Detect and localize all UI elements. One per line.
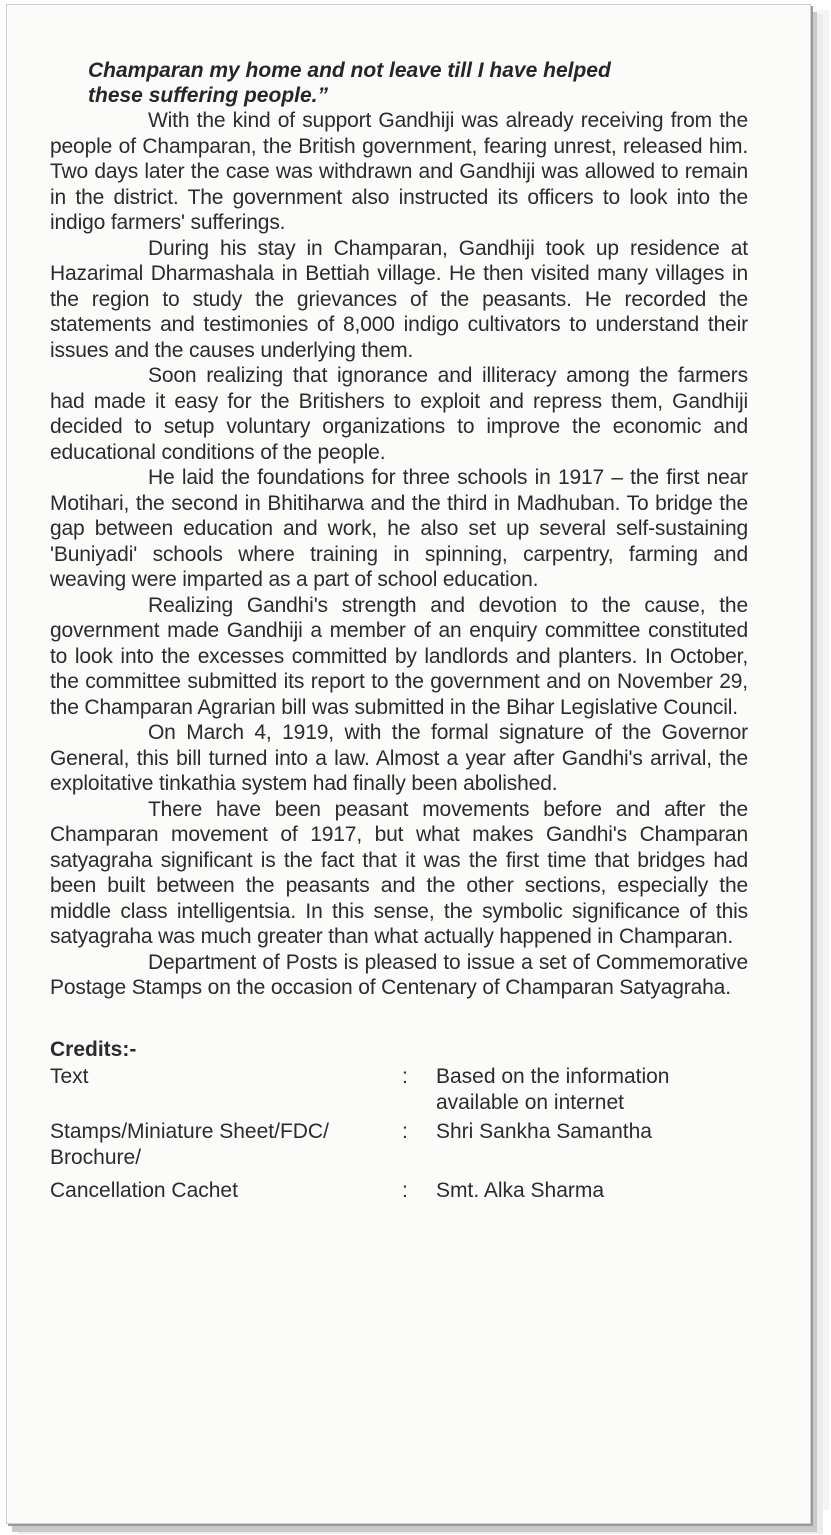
paragraph-organizations: Soon realizing that ignorance and illiteracy among the farmers had made it easy for the Britishers to exploit and repress them, Gandhiji decided to setup voluntary organizations to improve the economic and educational conditions of the people.	[50, 364, 748, 464]
quote-line-2: these suffering people.”	[88, 84, 328, 107]
paragraph-schools: He laid the foundations for three schools in 1917 – the first near Motihari, the second in Bhitiharwa and the third in Madhuban. To bridge the gap between education and work, he also set up several self-sustaining 'Buniyadi' schools where training in spinning, carpentry, farming and weaving were imparted as a part of school education.	[50, 466, 748, 591]
paragraph-stamps: Department of Posts is pleased to issue a set of Commemorative Postage Stamps on the occasion of Centenary of Champaran Satyagraha.	[50, 950, 748, 999]
credits-heading: Credits:-	[50, 1037, 137, 1061]
credit-value	[436, 1119, 736, 1170]
credit-value-line: available on internet	[436, 1090, 624, 1114]
paragraph-significance: There have been peasant movements before and after the Champaran movement of 1917, but what makes Gandhi's Champaran satyagraha significant is the fact that it was the first time that bridges had been built between the peasants and the other sections, especially the middle class intelligentsia. In this sense, the symbolic significance of this satyagraha was much greater than what actually happened in Champaran.	[50, 797, 748, 948]
credit-value-line: Based on the information	[436, 1065, 670, 1088]
credit-value	[436, 1178, 736, 1204]
brochure-text	[50, 58, 748, 1204]
credit-value-line: Shri Sankha Samantha	[436, 1120, 652, 1143]
paragraph-law: On March 4, 1919, with the formal signature of the Governor General, this bill turned into a law. Almost a year after Gandhi's arrival, the exploitative tinkathia system had finally been abolished.	[50, 721, 748, 795]
credit-label	[50, 1064, 402, 1115]
paragraph-committee: Realizing Gandhi's strength and devotion to the cause, the government made Gandhiji a member of an enquiry committee constituted to look into the excesses committed by landlords and planters. In October, the committee submitted its report to the government and on November 29, the Champaran Agrarian bill was submitted in the Bihar Legislative Council.	[50, 593, 748, 719]
credit-label-line: Cancellation Cachet	[50, 1179, 238, 1202]
quote-line-1: Champaran my home and not leave till I have helped	[88, 59, 611, 82]
credit-row-stamps	[50, 1119, 748, 1170]
paragraph-release: With the kind of support Gandhiji was already receiving from the people of Champaran, the British government, fearing unrest, released him. Two days later the case was withdrawn and Gandhiji was allowed to remain in the district. The government also instructed its officers to look into the indigo farmers' sufferings.	[50, 109, 748, 234]
credit-separator: :	[402, 1179, 408, 1202]
credit-row-cachet	[50, 1178, 748, 1204]
credit-label-line: Brochure/	[50, 1145, 142, 1169]
credit-label	[50, 1119, 402, 1170]
credit-label-line: Stamps/Miniature Sheet/FDC/	[50, 1120, 329, 1143]
paragraph-stay: During his stay in Champaran, Gandhiji took up residence at Hazarimal Dharmashala in Bettiah village. He then visited many villages in the region to study the grievances of the peasants. He recorded the statements and testimonies of 8,000 indigo cultivators to understand their issues and the causes underlying them.	[50, 236, 748, 362]
credit-separator: :	[402, 1065, 408, 1088]
credit-row-text	[50, 1064, 748, 1115]
credit-value-line: Smt. Alka Sharma	[436, 1179, 605, 1202]
credit-separator: :	[402, 1120, 408, 1143]
credit-value	[436, 1064, 736, 1115]
closing-quote	[88, 58, 748, 108]
credit-label-line: Text	[50, 1065, 89, 1088]
credit-label	[50, 1178, 402, 1204]
